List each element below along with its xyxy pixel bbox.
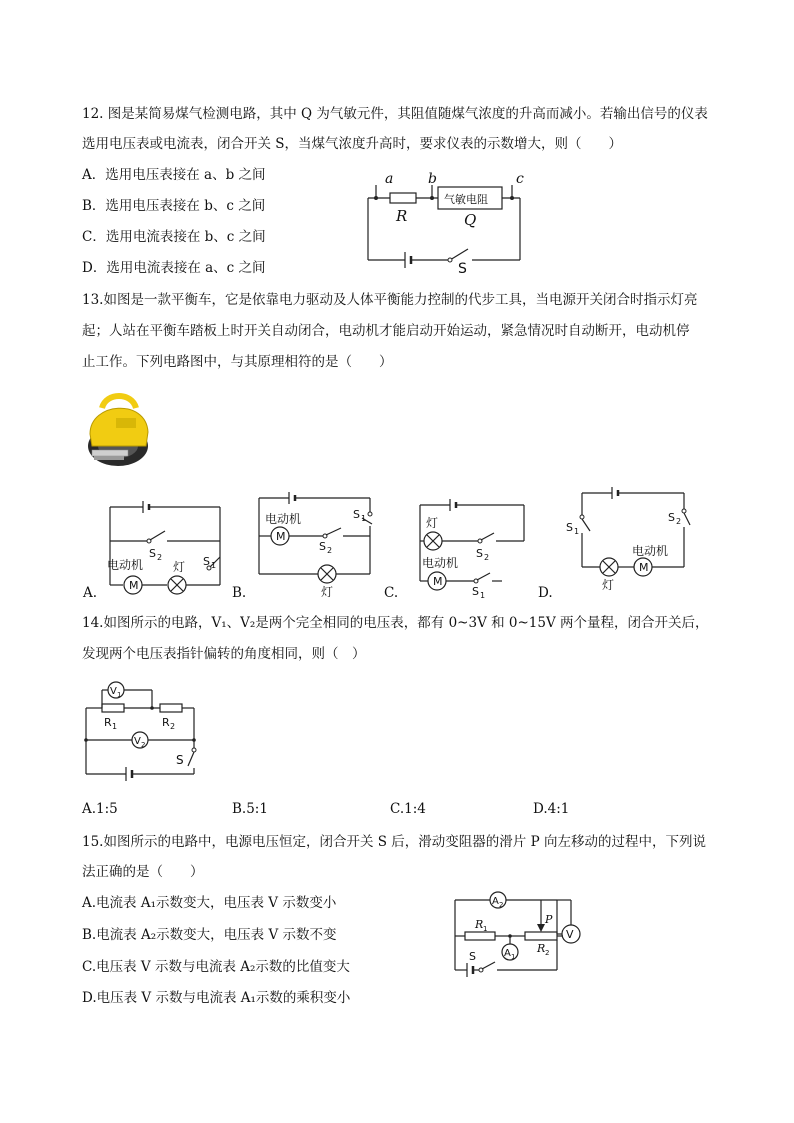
label-q: Q xyxy=(464,211,477,229)
svg-text:2: 2 xyxy=(484,553,490,562)
svg-text:2: 2 xyxy=(545,949,550,957)
balance-car-image xyxy=(80,388,160,470)
svg-text:S: S xyxy=(476,547,483,560)
q12-option-b: B．选用电压表接在 b、c 之间 xyxy=(82,198,266,214)
svg-text:S: S xyxy=(469,950,476,963)
q13-circuit-b xyxy=(255,488,385,599)
svg-text:S: S xyxy=(472,585,479,598)
svg-text:A: A xyxy=(504,948,511,959)
label-s: S xyxy=(458,261,467,277)
q13-stem-line1: 13.如图是一款平衡车，它是依靠电力驱动及人体平衡能力控制的代步工具，当电源开关闭合时指示灯亮 xyxy=(82,292,698,308)
q13-stem-line2: 起；人站在平衡车踏板上时开关自动闭合，电动机才能启动开始运动，紧急情况时自动断开，电动机停 xyxy=(82,323,690,339)
q14-option-b: B.5:1 xyxy=(232,801,268,817)
q12-stem-line2: 选用电压表或电流表，闭合开关 S，当煤气浓度升高时，要求仪表的示数增大，则（ ） xyxy=(82,136,623,152)
svg-text:2: 2 xyxy=(157,553,163,562)
svg-text:电动机: 电动机 xyxy=(632,544,669,558)
q13-circuit-c xyxy=(412,495,532,600)
svg-text:2: 2 xyxy=(676,517,682,526)
svg-text:灯: 灯 xyxy=(321,585,334,599)
q15-option-c: C.电压表 V 示数与电流表 A₂示数的比值变大 xyxy=(82,959,350,975)
q15-option-d: D.电压表 V 示数与电流表 A₁示数的乘积变小 xyxy=(82,990,351,1006)
q14-option-a: A.1:5 xyxy=(82,801,118,817)
svg-text:2: 2 xyxy=(141,741,146,749)
q13-circuit-d xyxy=(566,485,692,592)
q13-option-d-letter: D. xyxy=(538,585,553,601)
q14-stem-line2: 发现两个电压表指针偏转的角度相同，则（ ） xyxy=(82,646,366,662)
rheostat-r2 xyxy=(525,932,557,940)
q12-option-d: D．选用电流表接在 a、c 之间 xyxy=(82,260,266,276)
svg-text:S: S xyxy=(203,555,210,568)
svg-text:1: 1 xyxy=(211,561,217,570)
label-b: b xyxy=(428,171,437,187)
switch-s xyxy=(450,249,468,260)
svg-text:2: 2 xyxy=(499,901,504,909)
svg-text:S: S xyxy=(353,508,360,521)
svg-text:A: A xyxy=(492,896,499,907)
resistor-r xyxy=(390,193,416,203)
svg-text:R: R xyxy=(537,942,546,955)
label-a: a xyxy=(385,171,394,187)
svg-text:电动机: 电动机 xyxy=(107,558,144,572)
svg-text:1: 1 xyxy=(361,514,367,523)
svg-text:1: 1 xyxy=(574,527,580,536)
svg-text:V: V xyxy=(566,928,574,941)
svg-text:电动机: 电动机 xyxy=(422,556,459,570)
svg-text:2: 2 xyxy=(170,722,176,731)
svg-text:1: 1 xyxy=(511,953,516,961)
svg-text:1: 1 xyxy=(117,691,122,699)
q15-option-a: A.电流表 A₁示数变大，电压表 V 示数变小 xyxy=(82,895,337,911)
svg-text:S: S xyxy=(668,511,675,524)
q15-stem-line1: 15.如图所示的电路中，电源电压恒定，闭合开关 S 后，滑动变阻器的滑片 P 向左移动的过程中，下列说 xyxy=(82,834,706,850)
svg-text:灯: 灯 xyxy=(426,516,439,530)
q15-option-b: B.电流表 A₂示数变大，电压表 V 示数不变 xyxy=(82,927,337,943)
resistor-r1 xyxy=(102,704,124,712)
q13-option-a-letter: A. xyxy=(83,585,98,601)
q12-option-a: A．选用电压表接在 a、b 之间 xyxy=(82,167,266,183)
svg-text:M: M xyxy=(433,575,443,588)
svg-text:P: P xyxy=(545,913,553,926)
svg-text:M: M xyxy=(639,561,649,574)
svg-text:S: S xyxy=(319,540,326,553)
label-sensor: 气敏电阻 xyxy=(444,193,488,206)
svg-text:S: S xyxy=(149,547,156,560)
label-c: c xyxy=(516,171,524,187)
svg-text:灯: 灯 xyxy=(173,560,186,574)
q14-circuit-diagram xyxy=(82,678,202,778)
svg-text:灯: 灯 xyxy=(602,578,615,592)
label-r: R xyxy=(396,207,408,225)
svg-text:M: M xyxy=(129,579,139,592)
q13-stem-line3: 止工作。下列电路图中，与其原理相符的是（ ） xyxy=(82,354,393,370)
resistor-r2 xyxy=(160,704,182,712)
q14-stem-line1: 14.如图所示的电路，V₁、V₂是两个完全相同的电压表，都有 0~3V 和 0~15V 两个量程，闭合开关后， xyxy=(82,615,709,631)
q13-option-c-letter: C. xyxy=(384,585,399,601)
svg-text:R: R xyxy=(475,918,484,931)
svg-text:1: 1 xyxy=(112,722,118,731)
resistor-r1 xyxy=(465,932,495,940)
svg-text:电动机: 电动机 xyxy=(265,512,302,526)
svg-text:1: 1 xyxy=(480,591,486,600)
svg-text:1: 1 xyxy=(483,925,488,933)
q13-circuit-a xyxy=(105,495,235,595)
svg-text:2: 2 xyxy=(327,546,333,555)
svg-text:R: R xyxy=(162,716,170,729)
q12-stem-line1: 12. 图是某简易煤气检测电路，其中 Q 为气敏元件，其阻值随煤气浓度的升高而减小。若输出信号的仪表 xyxy=(82,106,708,122)
q15-stem-line2: 法正确的是（ ） xyxy=(82,864,204,880)
svg-text:V: V xyxy=(134,736,141,747)
q14-option-c: C.1:4 xyxy=(390,801,426,817)
svg-text:S: S xyxy=(566,521,573,534)
q12-option-c: C．选用电流表接在 b、c 之间 xyxy=(82,229,266,245)
svg-text:R: R xyxy=(104,716,112,729)
svg-text:M: M xyxy=(276,530,286,543)
q13-option-b-letter: B. xyxy=(232,585,247,601)
q15-circuit-diagram xyxy=(445,888,585,983)
svg-text:S: S xyxy=(176,753,184,767)
q14-option-d: D.4:1 xyxy=(533,801,570,817)
q12-circuit-diagram xyxy=(360,165,540,275)
svg-text:V: V xyxy=(110,686,117,697)
